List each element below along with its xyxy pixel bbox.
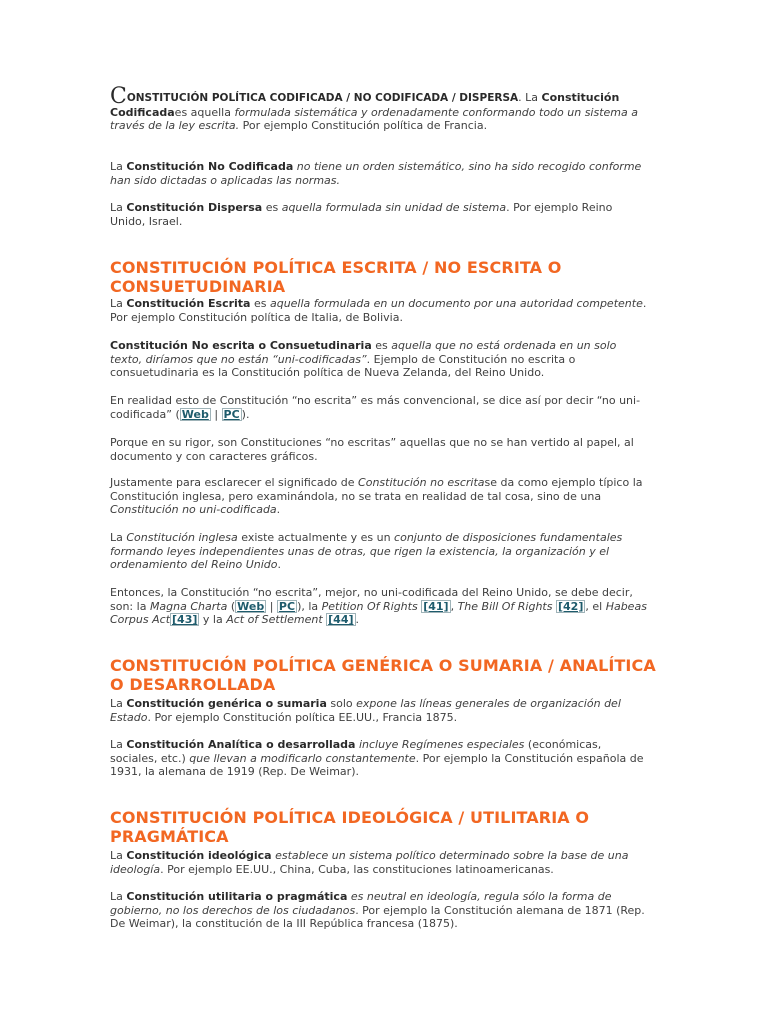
paragraph-generica: La Constitución genérica o sumaria solo expone las líneas generales de organización del Estado. Por ejemplo Constitución política EE.UU., Francia 1875. xyxy=(110,697,621,724)
section-codificada xyxy=(110,84,650,133)
pc-link[interactable]: PC xyxy=(278,599,296,613)
paragraph-utilitaria: La Constitución utilitaria o pragmática es neutral en ideología, regula sólo la forma de gobierno, no los derechos de los ciudadanos. Por ejemplo la Constitución alemana de 1871 (Rep. De Weimar), la constitución de la III República francesa (1875). xyxy=(110,890,645,930)
pc-link[interactable]: PC xyxy=(223,407,240,421)
footnote-43-link[interactable]: [43] xyxy=(172,613,198,626)
paragraph-entonces: Entonces, la Constitución “no escrita”, mejor, no uni-codificada del Reino Unido, se debe decir, son: la Magna Charta ( Web | PC ), la Petition Of Rights [41] , The Bill Of Rights [42] , el Habeas Corpus Act [43] y la Act of Settlement [44] . xyxy=(110,586,647,626)
paragraph-codificada: CONSTITUCIÓN POLÍTICA CODIFICADA / NO CODIFICADA / DISPERSA. La Constitución Codificadaes aquella formulada sistemática y ordenadamente conformando todo un sistema a través de la ley escrita. Por ejemplo Constitución política de Francia. xyxy=(110,84,638,132)
paragraph-analitica: La Constitución Analítica o desarrollada incluye Regímenes especiales (económicas, sociales, etc.) que llevan a modificarlo constantemente. Por ejemplo la Constitución española de 1931, la alemana de 1919 (Rep. De Weimar). xyxy=(110,738,644,778)
paragraph-no-codificada: La Constitución No Codificada no tiene un orden sistemático, sino ha sido recogido conforme han sido dictadas o aplicadas las normas. xyxy=(110,160,642,187)
section-title: ONSTITUCIÓN POLÍTICA CODIFICADA / NO CODIFICADA / DISPERSA xyxy=(126,92,519,104)
heading-generica: CONSTITUCIÓN POLÍTICA GENÉRICA O SUMARIA / ANALÍTICA O DESARROLLADA xyxy=(110,656,656,694)
footnote-42-link[interactable]: [42] xyxy=(557,599,584,613)
paragraph-en-realidad: En realidad esto de Constitución “no escrita” es más convencional, se dice así por decir “no uni-codificada” ( Web | PC ). xyxy=(110,394,641,421)
web-link[interactable]: Web xyxy=(181,407,209,421)
heading-escrita: CONSTITUCIÓN POLÍTICA ESCRITA / NO ESCRITA O CONSUETUDINARIA xyxy=(110,258,562,296)
footnote-41-link[interactable]: [41] xyxy=(423,599,449,613)
web-link[interactable]: Web xyxy=(237,599,265,613)
paragraph-dispersa: La Constitución Dispersa es aquella formulada sin unidad de sistema. Por ejemplo Reino Unido, Israel. xyxy=(110,201,613,228)
paragraph-ideologica: La Constitución ideológica establece un sistema político determinado sobre la base de una ideología. Por ejemplo EE.UU., China, Cuba, las constituciones latinoamericanas. xyxy=(110,849,629,876)
drop-cap: C xyxy=(110,84,127,109)
paragraph-justamente: Justamente para esclarecer el significado de Constitución no escritase da como ejemplo típico la Constitución inglesa, pero examinándola, no se trata en realidad de tal cosa, sino de una Constitución no uni-codificada. xyxy=(110,476,643,516)
heading-ideologica: CONSTITUCIÓN POLÍTICA IDEOLÓGICA / UTILITARIA O PRAGMÁTICA xyxy=(110,808,590,846)
paragraph-porque: Porque en su rigor, son Constituciones “no escritas” aquellas que no se han vertido al papel, al documento y con caracteres gráficos. xyxy=(110,436,634,463)
paragraph-escrita: La Constitución Escrita es aquella formulada en un documento por una autoridad competente. Por ejemplo Constitución política de Italia, de Bolivia. xyxy=(110,297,647,324)
paragraph-inglesa: La Constitución inglesa existe actualmente y es un conjunto de disposiciones fundamentales formando leyes independientes unas de otras, que rigen la existencia, la organización y el ordenamiento del Reino Unido. xyxy=(110,531,623,571)
footnote-44-link[interactable]: [44] xyxy=(328,613,354,626)
paragraph-no-escrita: Constitución No escrita o Consuetudinaria es aquella que no está ordenada en un solo texto, diríamos que no están “uni-codificadas”. Ejemplo de Constitución no escrita o consuetudinaria es la Constitución política de Nueva Zelanda, del Reino Unido. xyxy=(110,339,617,379)
